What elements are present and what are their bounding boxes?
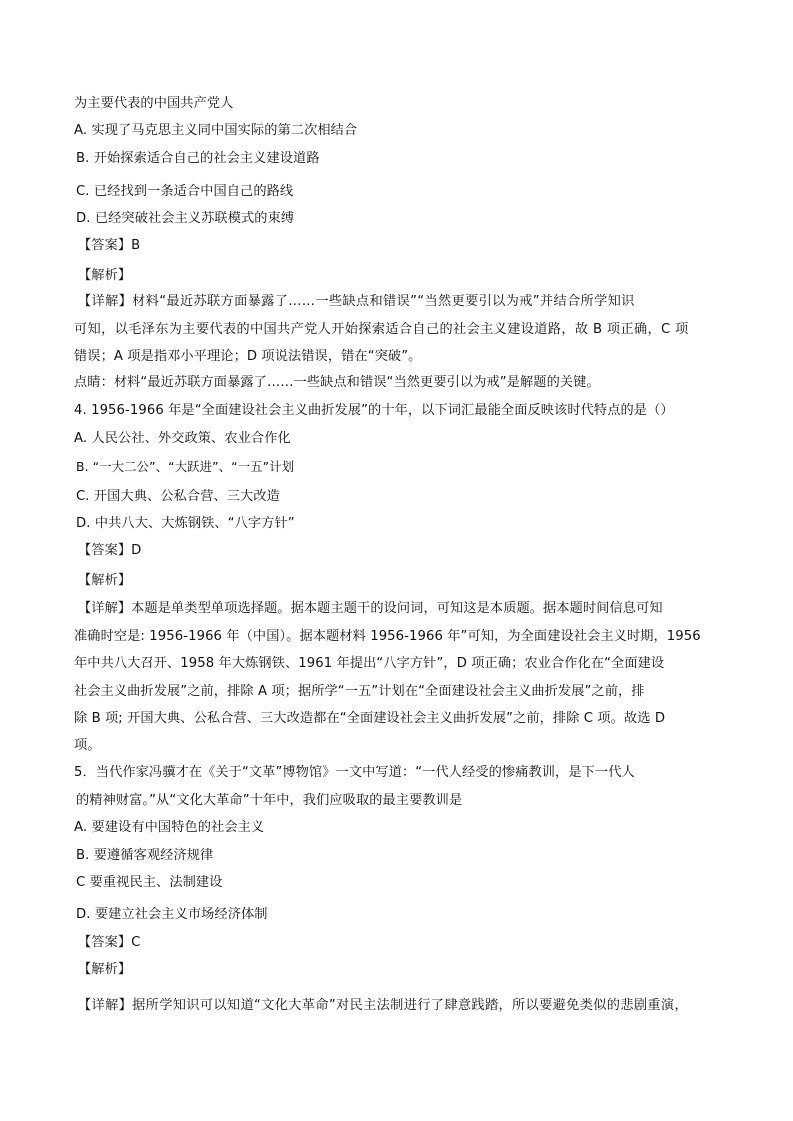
q3-answer: 【答案】B — [78, 238, 141, 253]
q4-analysis-label: 【解析】 — [78, 573, 132, 588]
q3-detail-line-2: 可知，以毛泽东为主要代表的中国共产党人开始探索适合自己的社会主义建设道路，故 B 项正确，C 项 — [74, 322, 689, 337]
q5-stem-line-1: 5．当代作家冯骥才在《关于“文革”博物馆》一文中写道：“一代人经受的惨痛教训，是下一代人 — [74, 765, 635, 780]
q4-detail-line-6: 项。 — [74, 738, 101, 753]
q5-detail-line-1: 【详解】据所学知识可以知道“文化大革命”对民主法制进行了肆意践踏，所以要避免类似的悲剧重演， — [78, 998, 689, 1013]
q3-analysis-label: 【解析】 — [78, 268, 132, 283]
q4-detail-line-4: 社会主义曲折发展”之前，排除 A 项；据所学“一五”计划在“全面建设社会主义曲折发展”之前，排 — [74, 684, 645, 699]
q4-detail-line-3: 年中共八大召开、1958 年大炼钢铁、1961 年提出“八字方针”，D 项正确；农业合作化在“全面建设 — [74, 656, 665, 671]
q5-stem-line-2: 的精神财富。”从“文化大革命”十年中，我们应吸取的最主要教训是 — [76, 793, 463, 808]
q4-option-d: D. 中共八大、大炼钢铁、“八字方针” — [76, 516, 295, 531]
q5-analysis-label: 【解析】 — [78, 962, 132, 977]
q3-option-a: A. 实现了马克思主义同中国实际的第二次相结合 — [74, 123, 358, 138]
q5-option-a: A. 要建设有中国特色的社会主义 — [74, 820, 265, 835]
q5-option-d: D. 要建立社会主义市场经济体制 — [76, 907, 268, 922]
q5-option-b: B. 要遵循客观经济规律 — [76, 848, 214, 863]
q4-option-a: A. 人民公社、外交政策、农业合作化 — [74, 431, 291, 446]
q4-stem: 4. 1956-1966 年是“全面建设社会主义曲折发展”的十年，以下词汇最能全面反映该时代特点的是（） — [74, 403, 674, 418]
q4-answer: 【答案】D — [78, 543, 142, 558]
q5-answer: 【答案】C — [78, 935, 141, 950]
q3-option-c: C. 已经找到一条适合中国自己的路线 — [76, 184, 294, 199]
q3-tip: 点睛：材料“最近苏联方面暴露了……一些缺点和错误“当然更要引以为戒”是解题的关键。 — [74, 375, 600, 390]
q3-stem-tail: 为主要代表的中国共产党人 — [74, 96, 234, 111]
q5-option-c: C 要重视民主、法制建设 — [76, 875, 223, 890]
q4-detail-line-5: 除 B 项; 开国大典、公私合营、三大改造都在“全面建设社会主义曲折发展”之前，排除 C 项。故选 D — [74, 711, 666, 726]
q4-detail-line-1: 【详解】本题是单类型单项选择题。据本题主题干的设问词，可知这是本质题。据本题时间信息可知 — [78, 601, 663, 616]
q3-option-d: D. 已经突破社会主义苏联模式的束缚 — [76, 211, 295, 226]
q3-detail-line-3: 错误；A 项是指邓小平理论；D 项说法错误，错在“突破”。 — [74, 349, 422, 364]
q3-option-b: B. 开始探索适合自己的社会主义建设道路 — [76, 151, 320, 166]
q4-option-b: B. “一大二公”、“大跃进”、“一五”计划 — [76, 459, 295, 474]
q4-detail-line-2: 准确时空是: 1956-1966 年（中国）。据本题材料 1956-1966 年”可知，为全面建设社会主义时期，1956 — [74, 629, 701, 644]
q4-option-c: C. 开国大典、公私合营、三大改造 — [76, 489, 280, 504]
q3-detail-line-1: 【详解】材料“最近苏联方面暴露了……一些缺点和错误”“当然更要引以为戒”并结合所学知识 — [78, 294, 635, 309]
